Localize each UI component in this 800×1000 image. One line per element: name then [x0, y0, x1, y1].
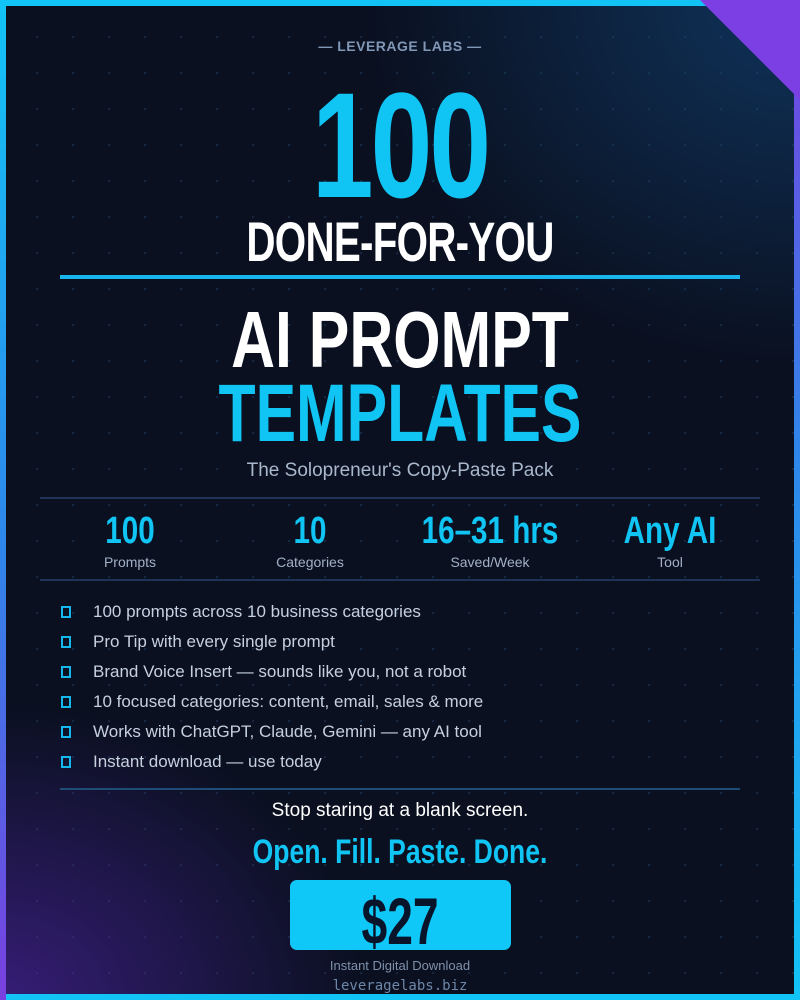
stat-any-ai — [580, 510, 760, 570]
stat-label: Prompts — [103, 554, 157, 570]
feature-item — [60, 747, 740, 777]
feature-list — [60, 597, 740, 777]
stat-value: 16–31 hrs — [421, 510, 559, 552]
feature-item — [60, 627, 740, 657]
stat-label: Saved/Week — [450, 554, 530, 570]
stat-prompts — [40, 510, 220, 570]
right-border — [794, 0, 800, 1000]
cta-tagline: Open. Fill. Paste. Done. — [252, 833, 548, 871]
price-label: $27 — [361, 884, 440, 958]
feature-item — [60, 687, 740, 717]
stat-value: 10 — [293, 510, 327, 552]
top-border — [0, 0, 800, 6]
stat-categories — [220, 510, 400, 570]
title-ai-prompt: AI PROMPT — [231, 295, 569, 384]
feature-item — [60, 657, 740, 687]
stat-value: 100 — [105, 510, 155, 552]
price-button[interactable] — [290, 880, 511, 958]
cta-lead: Stop staring at a blank screen. — [271, 800, 529, 821]
feature-text: Pro Tip with every single prompt — [93, 632, 335, 651]
divider — [60, 275, 740, 279]
square-bullet-icon — [61, 666, 71, 678]
square-bullet-icon — [61, 756, 71, 768]
left-border — [0, 0, 6, 1000]
title-templates: TEMPLATES — [218, 368, 582, 459]
website-link[interactable]: leveragelabs.biz — [332, 978, 468, 994]
subtitle: The Solopreneur's Copy-Paste Pack — [246, 460, 554, 481]
stats-divider-bottom — [40, 579, 760, 581]
delivery-note: Instant Digital Download — [329, 958, 471, 973]
bottom-border — [0, 994, 800, 1000]
hero-number: 100 — [311, 61, 489, 229]
stats-divider-top — [40, 497, 760, 499]
stat-label: Tool — [657, 554, 683, 570]
feature-item — [60, 597, 740, 627]
feature-text: 100 prompts across 10 business categories — [93, 602, 421, 621]
feature-text: Works with ChatGPT, Claude, Gemini — any AI tool — [93, 722, 482, 741]
square-bullet-icon — [61, 726, 71, 738]
feature-text: 10 focused categories: content, email, sales & more — [93, 692, 484, 711]
square-bullet-icon — [61, 606, 71, 618]
cta-divider — [60, 788, 740, 790]
feature-text: Instant download — use today — [93, 752, 322, 771]
feature-item — [60, 717, 740, 747]
stats-row — [40, 510, 760, 570]
stat-hours-saved — [400, 510, 580, 570]
done-for-you-heading: DONE-FOR-YOU — [246, 210, 554, 273]
square-bullet-icon — [61, 696, 71, 708]
feature-text: Brand Voice Insert — sounds like you, not a robot — [93, 662, 467, 681]
square-bullet-icon — [61, 636, 71, 648]
stat-label: Categories — [276, 554, 344, 570]
brand-name: — LEVERAGE LABS — — [318, 38, 482, 54]
stat-value: Any AI — [623, 510, 717, 552]
